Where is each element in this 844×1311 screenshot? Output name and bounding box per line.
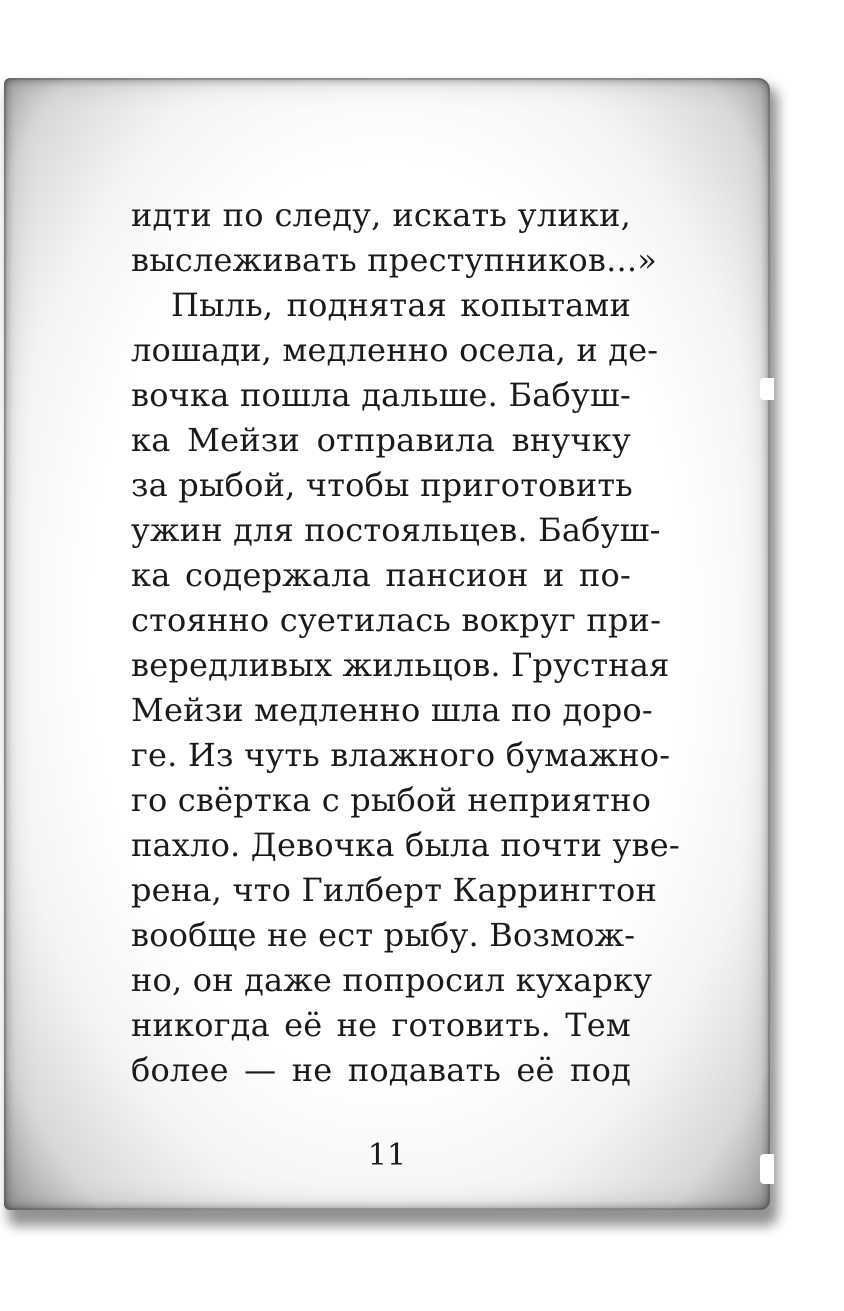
text-line: вередливых жильцов. Грустная: [131, 646, 670, 684]
text-line: за рыбой, чтобы приготовить: [131, 466, 633, 504]
text-line: Мейзи медленно шла по доро-: [131, 691, 653, 729]
text-line: выслеживать преступников...»: [131, 241, 657, 279]
text-line: вочка пошла дальше. Бабуш-: [131, 376, 631, 414]
text-line: ка содержала пансион и по-: [131, 556, 631, 594]
text-line: ге. Из чуть влажного бумажно-: [131, 736, 671, 774]
text-line: идти по следу, искать улики,: [131, 196, 631, 234]
text-line: вообще не ест рыбу. Возмож-: [131, 916, 636, 954]
text-line: го свёртка с рыбой неприятно: [131, 781, 652, 819]
text-line: Пыль, поднятая копытами: [171, 286, 631, 324]
text-line: ка Мейзи отправила внучку: [131, 421, 631, 459]
text-line: лошади, медленно осела, и де-: [131, 331, 659, 369]
text-line: стоянно суетилась вокруг при-: [131, 601, 662, 639]
text-line: пахло. Девочка была почти уве-: [131, 826, 680, 864]
text-line: никогда её не готовить. Тем: [131, 1006, 631, 1044]
text-line: ужин для постояльцев. Бабуш-: [131, 511, 661, 549]
page-number: 11: [367, 1138, 407, 1173]
text-line: рена, что Гилберт Каррингтон: [131, 871, 658, 909]
body-text: [131, 193, 680, 1093]
text-line: но, он даже попросил кухарку: [131, 961, 653, 999]
torn-edge-notch: [760, 378, 774, 400]
text-line: более — не подавать её под: [131, 1051, 631, 1089]
